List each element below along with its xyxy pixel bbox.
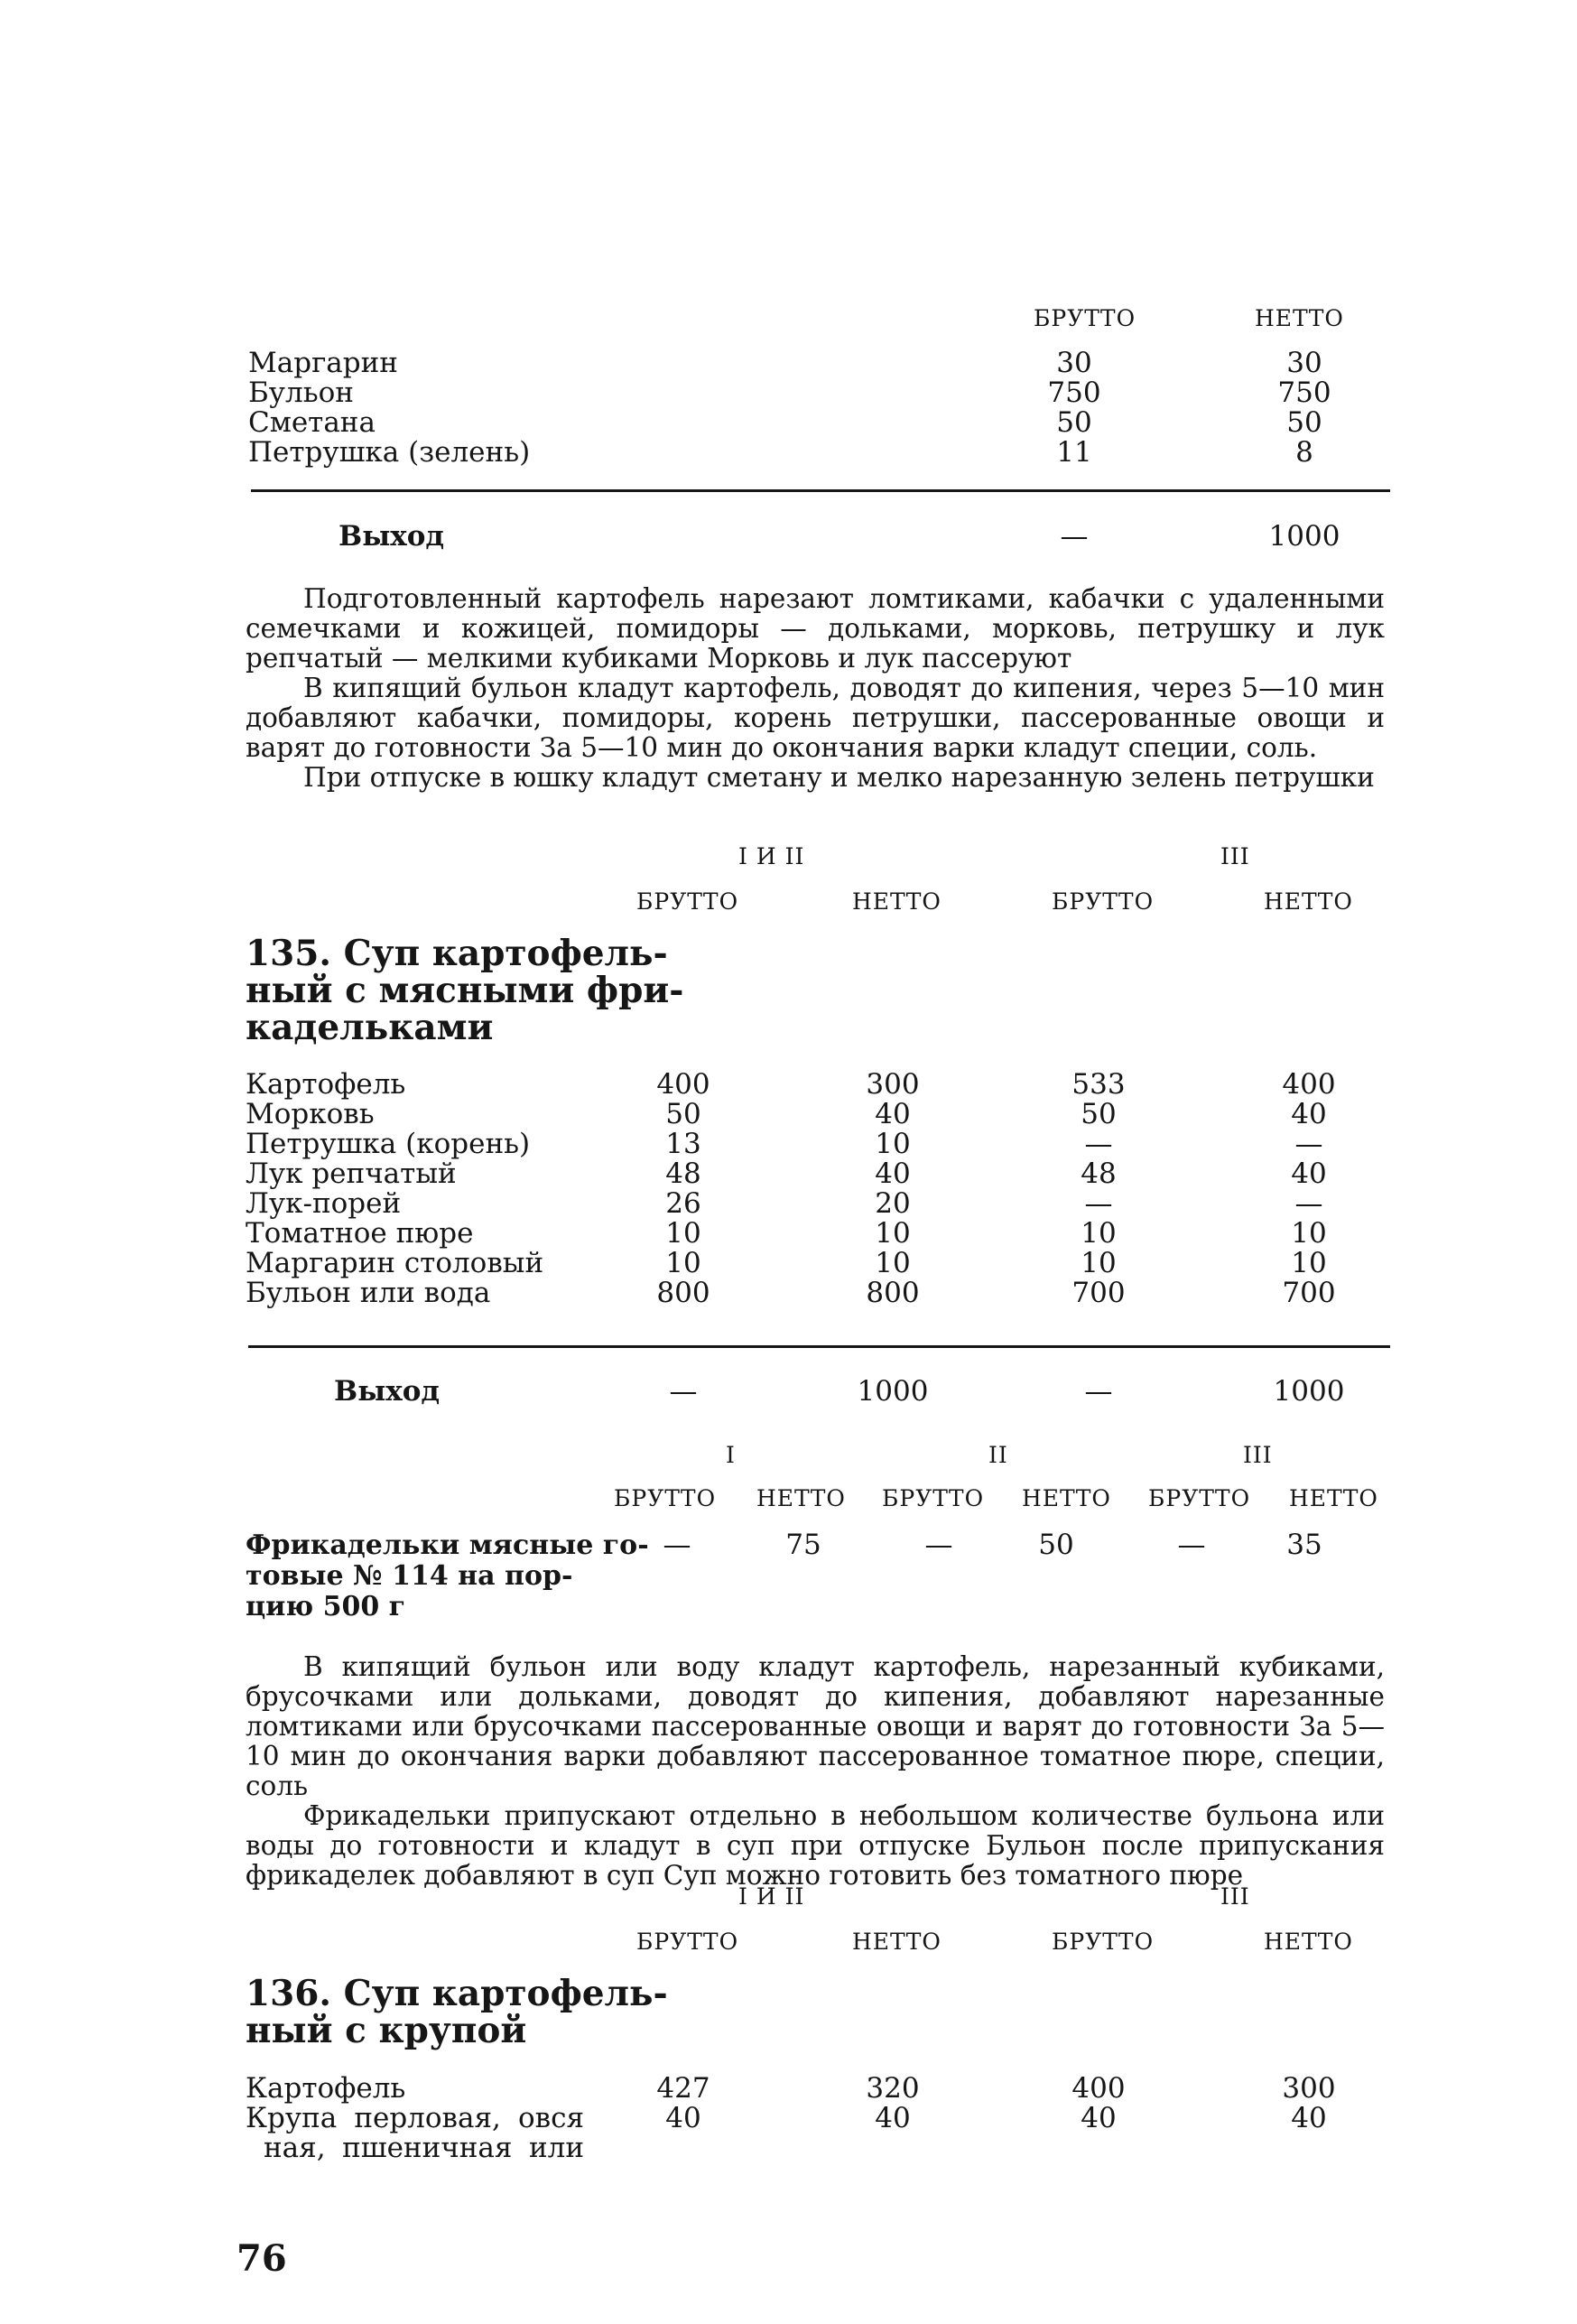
value: 300 — [866, 1068, 920, 1101]
yield-netto: 1000 — [1268, 520, 1340, 553]
portion-group: I — [726, 1442, 736, 1468]
value: 400 — [656, 1068, 710, 1101]
ingredient-name: Картофель — [246, 1068, 406, 1101]
instructions-135 — [246, 1652, 1385, 1891]
meatball-line: Фрикадельки мясные го- — [246, 1529, 649, 1561]
portion-group: III — [1243, 1442, 1273, 1468]
table-row — [246, 2133, 1419, 2163]
table-row — [248, 378, 1377, 408]
meatball-value: 35 — [1286, 1529, 1322, 1561]
meatball-value: — — [924, 1529, 953, 1561]
value-netto: 30 — [1286, 347, 1322, 379]
yield-label: Выход — [334, 1375, 441, 1408]
yield-value: — — [1084, 1375, 1113, 1408]
value: 10 — [1081, 1217, 1117, 1250]
table-row — [246, 1159, 1419, 1189]
meatball-value: — — [663, 1529, 691, 1561]
ingredient-name: Лук-порей — [246, 1187, 402, 1220]
title-line: ный с крупой — [246, 2010, 527, 2051]
ingredients-table-135 — [246, 1070, 1419, 1314]
value: 10 — [875, 1217, 911, 1250]
value: 40 — [1291, 1157, 1327, 1190]
value: 400 — [1282, 1068, 1336, 1101]
ingredient-name: Бульон — [248, 376, 354, 409]
group-header-3: III — [1220, 843, 1250, 869]
value: 10 — [1291, 1217, 1327, 1250]
yield-brutto: — — [1060, 520, 1089, 553]
divider — [248, 1345, 1390, 1348]
yield-value: — — [669, 1375, 698, 1408]
meatball-value: — — [1177, 1529, 1206, 1561]
value: 700 — [1071, 1277, 1126, 1309]
value: 10 — [1081, 1247, 1117, 1279]
ingredient-name: Морковь — [246, 1098, 375, 1130]
portion-header: БРУТТО — [882, 1485, 985, 1511]
table-row — [246, 1129, 1419, 1159]
col-header: БРУТТО — [636, 888, 739, 915]
table-row — [246, 1100, 1419, 1129]
yield-label: Выход — [339, 520, 445, 553]
value: 48 — [665, 1157, 701, 1190]
ingredient-name: Маргарин — [248, 347, 398, 379]
table-row — [246, 2074, 1419, 2104]
portion-header: НЕТТО — [1022, 1485, 1111, 1511]
value: 800 — [866, 1277, 920, 1309]
value: 13 — [665, 1128, 701, 1160]
ingredient-name: Бульон или вода — [246, 1277, 491, 1309]
value: 320 — [866, 2072, 920, 2105]
table-row — [246, 1278, 1419, 1308]
value-brutto: 50 — [1056, 406, 1092, 439]
meatball-value: 50 — [1038, 1529, 1074, 1561]
header-brutto: БРУТТО — [1034, 305, 1136, 331]
ingredient-name: Петрушка (зелень) — [248, 436, 531, 469]
col-header: НЕТТО — [852, 1929, 942, 1955]
ingredient-continuation: ная, пшеничная или — [264, 2132, 584, 2164]
value: 40 — [875, 2102, 911, 2134]
value-netto: 750 — [1277, 376, 1331, 409]
meatball-line: товые № 114 на пор- — [246, 1560, 573, 1592]
table-row — [246, 1219, 1419, 1249]
portion-header: НЕТТО — [1289, 1485, 1378, 1511]
paragraph: Подготовленный картофель нарезают ломтиками, кабачки с удаленными семечками и кожицей, помидоры — дольками, морковь, петрушку и лук репчатый — мелкими кубиками Морковь и лук пассеруют — [246, 583, 1385, 674]
value: 800 — [656, 1277, 710, 1309]
portion-group: II — [988, 1442, 1008, 1468]
value-netto: 8 — [1295, 436, 1313, 469]
col-header: НЕТТО — [1264, 888, 1353, 915]
value: 40 — [1081, 2102, 1117, 2134]
value: 20 — [875, 1187, 911, 1220]
divider — [251, 489, 1390, 492]
value: 40 — [875, 1098, 911, 1130]
group-header-3: III — [1220, 1883, 1250, 1910]
col-header: БРУТТО — [1052, 1929, 1155, 1955]
meatball-label — [246, 1530, 649, 1622]
yield-value: 1000 — [1273, 1375, 1345, 1408]
instructions-1 — [246, 584, 1385, 793]
title-line: 136. Суп картофель- — [246, 1973, 668, 2014]
col-header: НЕТТО — [1264, 1929, 1353, 1955]
paragraph: Фрикадельки припускают отдельно в небольшом количестве бульона или воды до готовности и кладут в суп при отпуске Бульон после припускания фрикаделек добавляют в суп Суп можно готовить без томатного пюре — [246, 1800, 1385, 1891]
value: 26 — [665, 1187, 701, 1220]
value-netto: 50 — [1286, 406, 1322, 439]
value: 427 — [656, 2072, 710, 2105]
value: — — [1084, 1187, 1113, 1220]
value: 300 — [1282, 2072, 1336, 2105]
ingredient-name: Лук репчатый — [246, 1157, 457, 1190]
page-number: 76 — [237, 2237, 287, 2280]
ingredient-name: Сметана — [248, 406, 376, 439]
value-brutto: 11 — [1056, 436, 1092, 469]
ingredients-table-136 — [246, 2074, 1419, 2173]
paragraph: В кипящий бульон кладут картофель, доводят до кипения, через 5—10 мин добавляют кабачки, помидоры, корень петрушки, пассерованные овощи и варят до готовности За 5—10 мин до окончания варки кладут специи, соль. — [246, 673, 1385, 763]
col-header: БРУТТО — [1052, 888, 1155, 915]
value: 10 — [665, 1217, 701, 1250]
portion-header: БРУТТО — [1148, 1485, 1251, 1511]
title-line: кадельками — [246, 1007, 494, 1048]
table-row — [246, 1249, 1419, 1278]
ingredient-name: Крупа перловая, овся — [246, 2102, 584, 2134]
value-brutto: 750 — [1047, 376, 1101, 409]
group-header-1-2: I И II — [738, 843, 805, 869]
value: 700 — [1282, 1277, 1336, 1309]
value: 10 — [1291, 1247, 1327, 1279]
value: 48 — [1081, 1157, 1117, 1190]
value: 40 — [1291, 1098, 1327, 1130]
value: 40 — [875, 1157, 911, 1190]
title-line: 135. Суп картофель- — [246, 933, 668, 974]
value: 50 — [665, 1098, 701, 1130]
value: 10 — [665, 1247, 701, 1279]
ingredients-table-1 — [248, 349, 1377, 475]
col-header: НЕТТО — [852, 888, 942, 915]
paragraph: При отпуске в юшку кладут сметану и мелко нарезанную зелень петрушки — [303, 762, 1375, 793]
meatball-line: цию 500 г — [246, 1591, 406, 1622]
recipe-title — [246, 1975, 668, 2050]
table-row — [248, 438, 1377, 468]
paragraph: В кипящий бульон или воду кладут картофель, нарезанный кубиками, брусочками или дольками, доводят до кипения, добавляют нарезанные ломтиками или брусочками пассерованные овощи и варят до готовности За 5—10 мин до окончания варки добавляют пассерованное томатное пюре, специи, соль — [246, 1651, 1385, 1801]
table-row — [246, 1070, 1419, 1100]
ingredient-name: Картофель — [246, 2072, 406, 2105]
meatball-value: 75 — [785, 1529, 821, 1561]
value: 50 — [1081, 1098, 1117, 1130]
value: 533 — [1071, 1068, 1126, 1101]
ingredient-name: Томатное пюре — [246, 1217, 474, 1250]
recipe-title — [246, 935, 683, 1046]
group-header-1-2: I И II — [738, 1883, 805, 1910]
yield-value: 1000 — [857, 1375, 929, 1408]
header-netto: НЕТТО — [1255, 305, 1344, 331]
value: 40 — [1291, 2102, 1327, 2134]
table-row — [248, 349, 1377, 378]
value: 10 — [875, 1128, 911, 1160]
value: — — [1294, 1187, 1323, 1220]
table-row — [246, 2104, 1419, 2133]
value: 40 — [665, 2102, 701, 2134]
value: 400 — [1071, 2072, 1126, 2105]
table-row — [246, 1189, 1419, 1219]
col-header: БРУТТО — [636, 1929, 739, 1955]
ingredient-name: Маргарин столовый — [246, 1247, 544, 1279]
table-row — [248, 408, 1377, 438]
title-line: ный с мясными фри- — [246, 970, 684, 1011]
value: — — [1084, 1128, 1113, 1160]
value: — — [1294, 1128, 1323, 1160]
portion-header: НЕТТО — [756, 1485, 846, 1511]
portion-header: БРУТТО — [614, 1485, 717, 1511]
value: 10 — [875, 1247, 911, 1279]
ingredient-name: Петрушка (корень) — [246, 1128, 531, 1160]
value-brutto: 30 — [1056, 347, 1092, 379]
